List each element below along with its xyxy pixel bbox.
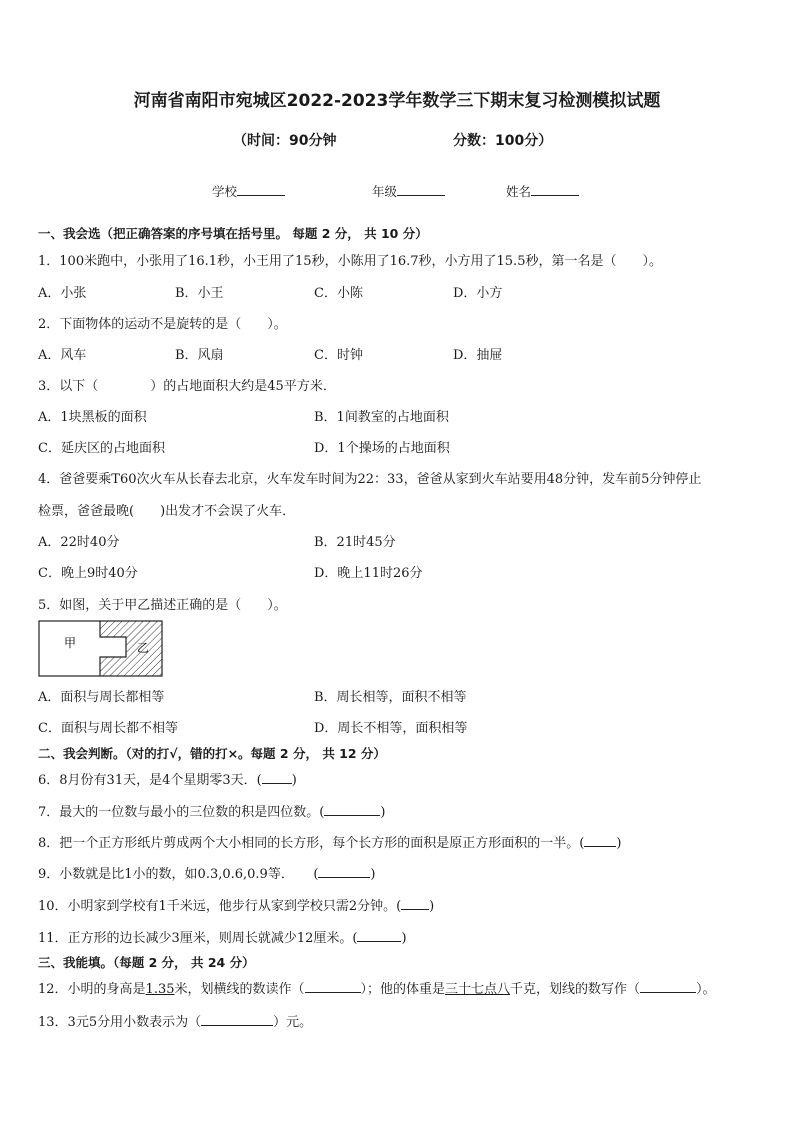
q1-option-d[interactable]: D．小方 — [453, 286, 503, 301]
name-field[interactable] — [506, 182, 579, 200]
section-3-heading: 三、我能填。（每题 2 分， 共 24 分） — [38, 955, 255, 970]
question-12: 12．小明的身高是1.35米，划横线的数读作（ ）；他的体重是三十七点八千克，划线的数写作（ ）。 — [38, 982, 716, 997]
exam-time: （时间：90分钟 — [233, 133, 337, 149]
q7-answer-blank[interactable] — [324, 803, 380, 816]
q12-answer-blank-2[interactable] — [640, 980, 696, 993]
q3-option-c[interactable]: C．延庆区的占地面积 — [38, 441, 165, 456]
q4-option-b[interactable]: B．21时45分 — [314, 535, 396, 550]
question-13: 13．3元5分用小数表示为（ ）元。 — [38, 1015, 313, 1030]
q2-option-b[interactable]: B．风扇 — [175, 348, 224, 363]
q6-answer-blank[interactable] — [262, 771, 292, 784]
question-4-line-1: 4．爸爸要乘T60次火车从长春去北京，火车发车时间为22：33，爸爸从家到火车站要用48分钟，发车前5分钟停止 — [38, 472, 702, 487]
q1-option-c[interactable]: C．小陈 — [314, 286, 363, 301]
grade-blank[interactable] — [397, 183, 445, 196]
school-field[interactable] — [212, 182, 285, 200]
q6-text: 6．8月份有31天，是4个星期零3天．( — [38, 773, 262, 788]
q3-option-d[interactable]: D．1个操场的占地面积 — [314, 441, 450, 456]
q5-option-c[interactable]: C．面积与周长都不相等 — [38, 721, 178, 736]
name-blank[interactable] — [531, 183, 579, 196]
question-2: 2．下面物体的运动不是旋转的是（ ）。 — [38, 317, 287, 332]
question-6: 6．8月份有31天，是4个星期零3天．( ) — [38, 773, 297, 788]
q12-underlined-weight: 三十七点八 — [445, 982, 511, 997]
question-1: 1．100米跑中，小张用了16.1秒，小王用了15秒，小陈用了16.7秒，小方用了15.5秒，第一名是（ ）。 — [38, 254, 662, 269]
q9-text: 9．小数就是比1小的数，如0.3,0.6,0.9等． ( — [38, 867, 319, 882]
section-1-heading: 一、我会选（把正确答案的序号填在括号里。 每题 2 分， 共 10 分） — [38, 226, 428, 241]
school-blank[interactable] — [237, 183, 285, 196]
q3-option-a[interactable]: A．1块黑板的面积 — [38, 410, 147, 425]
q5-option-b[interactable]: B．周长相等，面积不相等 — [314, 690, 467, 705]
q10-text: 10．小明家到学校有1千米远，他步行从家到学校只需2分钟。( — [38, 899, 402, 914]
q4-option-d[interactable]: D．晚上11时26分 — [314, 566, 423, 581]
q12-answer-blank-1[interactable] — [305, 980, 361, 993]
q1-option-a[interactable]: A．小张 — [38, 286, 87, 301]
section-2-heading: 二、我会判断。（对的打√，错的打×。每题 2 分， 共 12 分） — [38, 746, 386, 761]
grade-field[interactable] — [372, 182, 445, 200]
q5-option-d[interactable]: D．周长不相等，面积相等 — [314, 721, 468, 736]
q9-answer-blank[interactable] — [318, 865, 370, 878]
q5-shape-figure — [38, 620, 164, 680]
q1-option-b[interactable]: B．小王 — [175, 286, 224, 301]
q8-text: 8．把一个正方形纸片剪成两个大小相同的长方形，每个长方形的面积是原正方形面积的一半。( — [38, 836, 585, 851]
grade-label: 年级 — [372, 184, 398, 199]
page-title: 河南省南阳市宛城区2022-2023学年数学三下期末复习检测模拟试题 — [133, 91, 661, 111]
school-label: 学校 — [212, 184, 238, 199]
q8-answer-blank[interactable] — [584, 834, 616, 847]
q3-option-b[interactable]: B．1间教室的占地面积 — [314, 410, 449, 425]
yi-label: 乙 — [137, 641, 150, 655]
jia-label: 甲 — [64, 636, 77, 650]
question-9: 9．小数就是比1小的数，如0.3,0.6,0.9等． ( ) — [38, 867, 376, 882]
q13-answer-blank[interactable] — [201, 1013, 273, 1026]
question-8: 8．把一个正方形纸片剪成两个大小相同的长方形，每个长方形的面积是原正方形面积的一半。( ) — [38, 836, 622, 851]
question-5: 5．如图，关于甲乙描述正确的是（ ）。 — [38, 598, 287, 613]
q2-option-c[interactable]: C．时钟 — [314, 348, 363, 363]
name-label: 姓名 — [506, 184, 532, 199]
question-7: 7．最大的一位数与最小的三位数的积是四位数。( ) — [38, 805, 386, 820]
q11-answer-blank[interactable] — [357, 929, 401, 942]
q4-option-c[interactable]: C．晚上9时40分 — [38, 566, 138, 581]
question-3: 3．以下（ ）的占地面积大约是45平方米． — [38, 379, 336, 394]
q5-option-a[interactable]: A．面积与周长都相等 — [38, 690, 165, 705]
q10-answer-blank[interactable] — [401, 897, 429, 910]
q11-text: 11．正方形的边长减少3厘米，则周长就减少12厘米。( — [38, 931, 358, 946]
notch-cutout — [100, 637, 126, 657]
q4-option-a[interactable]: A．22时40分 — [38, 535, 120, 550]
exam-score: 分数：100分） — [453, 133, 553, 149]
q2-option-a[interactable]: A．风车 — [38, 348, 87, 363]
question-11: 11．正方形的边长减少3厘米，则周长就减少12厘米。( ) — [38, 931, 407, 946]
question-4-line-2: 检票，爸爸最晚( )出发才不会误了火车． — [38, 504, 296, 519]
q7-text: 7．最大的一位数与最小的三位数的积是四位数。( — [38, 805, 325, 820]
q2-option-d[interactable]: D．抽屉 — [453, 348, 503, 363]
q12-underlined-height: 1.35 — [145, 982, 175, 997]
question-10: 10．小明家到学校有1千米远，他步行从家到学校只需2分钟。( ) — [38, 899, 435, 914]
